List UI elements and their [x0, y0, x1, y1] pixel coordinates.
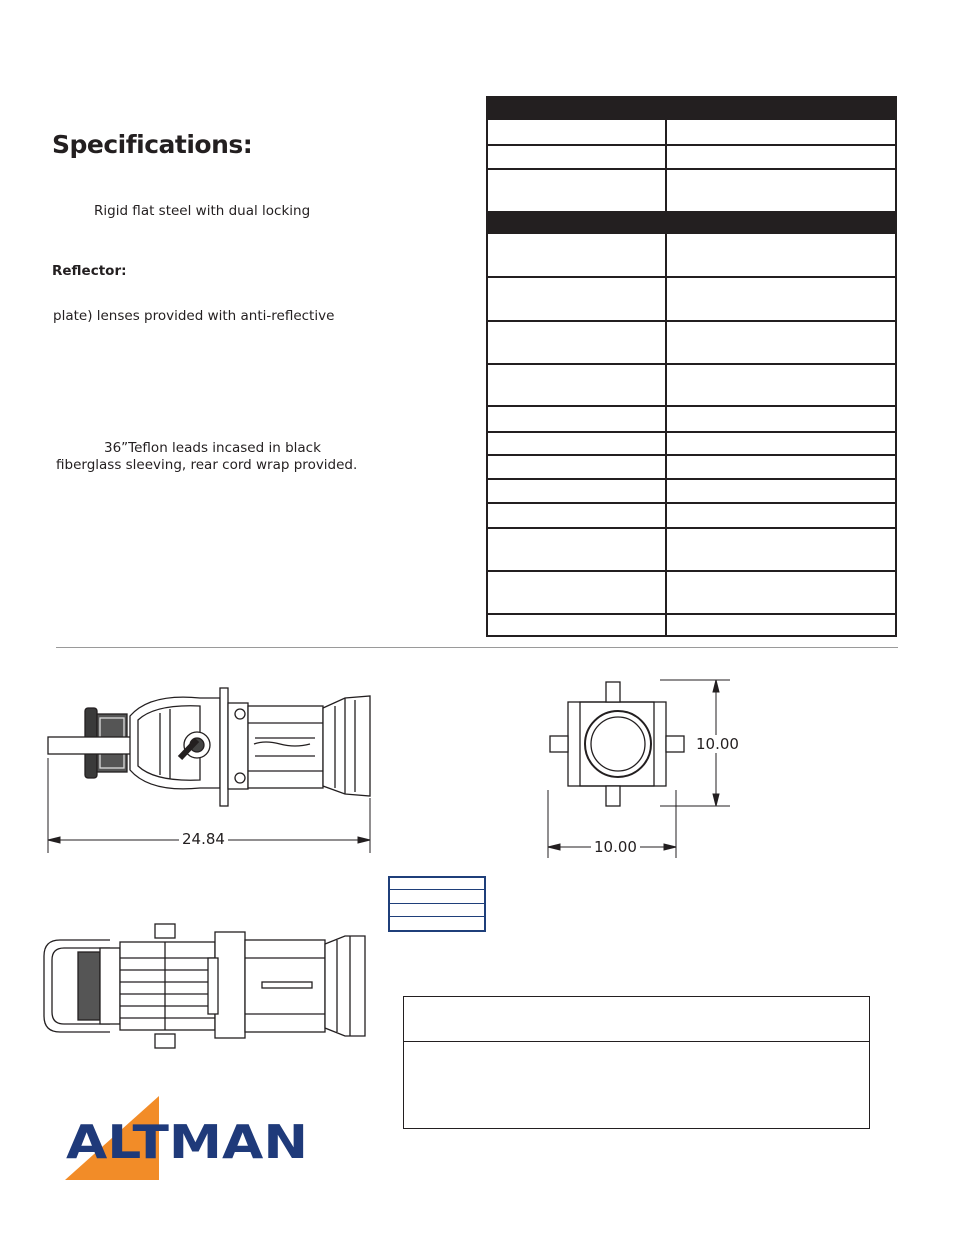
- table-row-divider: [390, 903, 484, 904]
- table-row-divider: [488, 363, 895, 365]
- table-row-divider: [488, 502, 895, 504]
- section-divider: [56, 647, 898, 648]
- leads-description-line2: fiberglass sleeving, rear cord wrap provided.: [56, 457, 358, 473]
- table-row-divider: [488, 405, 895, 407]
- yoke-description: Rigid flat steel with dual locking: [94, 203, 311, 219]
- top-view-drawing: [40, 918, 380, 1058]
- front-height-dimension: 10.00: [693, 735, 742, 753]
- table-row-divider: [488, 613, 895, 615]
- leads-description-line1: 36”Teflon leads incased in black: [104, 440, 321, 456]
- notice-box: [403, 996, 870, 1129]
- logo-wordmark: ALTMAN: [66, 1115, 308, 1169]
- table-row-divider: [390, 889, 484, 890]
- lens-description: plate) lenses provided with anti-reflective: [53, 308, 335, 324]
- table-row-divider: [488, 527, 895, 529]
- column-divider: [665, 120, 667, 211]
- table-row-divider: [488, 168, 895, 170]
- front-view-drawing: [540, 670, 740, 870]
- table-row-divider: [488, 454, 895, 456]
- notice-box-divider: [404, 1041, 869, 1042]
- table-row-divider: [488, 320, 895, 322]
- altman-logo: [62, 1094, 312, 1182]
- front-width-dimension: 10.00: [591, 838, 640, 856]
- spec-table-section-band: [488, 211, 895, 234]
- table-row-divider: [488, 478, 895, 480]
- table-row-divider: [488, 276, 895, 278]
- spec-table-header-band: [488, 98, 895, 120]
- table-row-divider: [488, 431, 895, 433]
- side-length-dimension: 24.84: [179, 830, 228, 848]
- reflector-label: Reflector:: [52, 263, 127, 279]
- small-data-table: [388, 876, 486, 932]
- table-row-divider: [488, 570, 895, 572]
- page-title: Specifications:: [52, 130, 253, 159]
- table-row-divider: [390, 916, 484, 917]
- table-row-divider: [488, 144, 895, 146]
- column-divider: [665, 234, 667, 635]
- spec-table: [486, 96, 897, 637]
